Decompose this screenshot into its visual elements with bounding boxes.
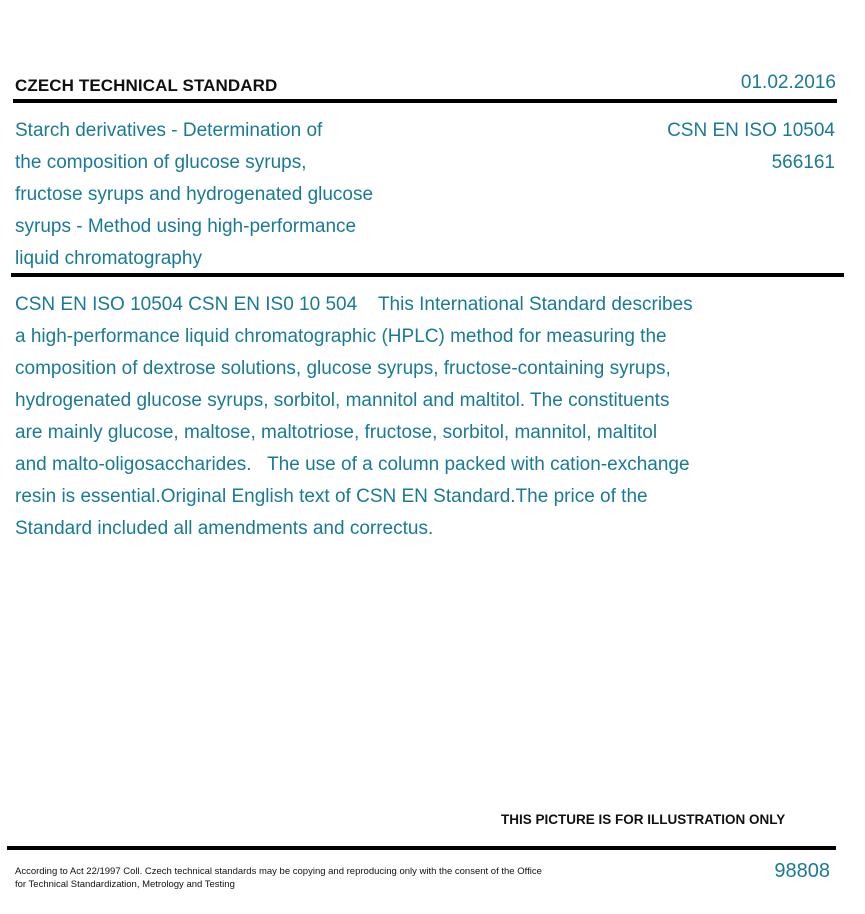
title-line: Starch derivatives - Determination of <box>15 120 323 141</box>
description-line: resin is essential.Original English text of CSN EN Standard.The price of the <box>15 486 648 507</box>
description-line: Standard included all amendments and correctus. <box>15 518 434 539</box>
title-line: syrups - Method using high-performance <box>15 216 357 237</box>
illustration-note: THIS PICTURE IS FOR ILLUSTRATION ONLY <box>501 812 786 827</box>
description-line: composition of dextrose solutions, glucose syrups, fructose-containing syrups, <box>15 358 671 379</box>
title-line: the composition of glucose syrups, <box>15 152 307 173</box>
legal-line: for Technical Standardization, Metrology and Testing <box>15 879 235 890</box>
footer-divider <box>7 846 836 850</box>
legal-line: According to Act 22/1997 Coll. Czech technical standards may be copying and reproducing only with the consent of the Office <box>15 866 542 877</box>
description-line: a high-performance liquid chromatographic (HPLC) method for measuring the <box>15 326 667 347</box>
title-line: fructose syrups and hydrogenated glucose <box>15 184 374 205</box>
standard-number: CSN EN ISO 10504 <box>667 120 835 141</box>
document-id: 98808 <box>774 860 830 882</box>
standard-description <box>15 289 795 545</box>
standard-title <box>15 115 435 275</box>
header-divider <box>13 99 837 103</box>
description-line: hydrogenated glucose syrups, sorbitol, mannitol and maltitol. The constituents <box>15 390 670 411</box>
standard-identifiers <box>667 115 835 179</box>
catalog-number: 566161 <box>771 152 835 173</box>
title-line: liquid chromatography <box>15 248 202 269</box>
description-line: are mainly glucose, maltose, maltotriose, fructose, sorbitol, mannitol, maltitol <box>15 422 658 443</box>
legal-notice <box>15 865 585 891</box>
title-divider <box>11 273 844 277</box>
description-line: and malto-oligosaccharides. The use of a column packed with cation-exchange <box>15 454 690 475</box>
document-type: CZECH TECHNICAL STANDARD <box>15 76 278 95</box>
description-line: CSN EN ISO 10504 CSN EN IS0 10 504 This International Standard describes <box>15 294 693 315</box>
publication-date: 01.02.2016 <box>740 72 836 93</box>
